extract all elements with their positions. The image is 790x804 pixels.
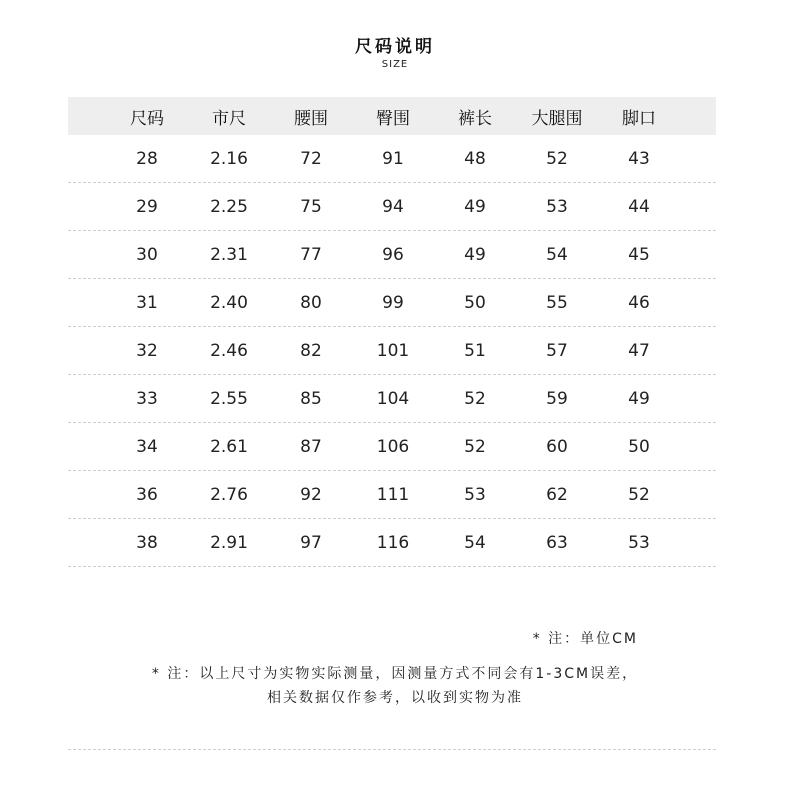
table-row: [68, 471, 716, 519]
table-cell: 53: [628, 532, 650, 553]
table-cell: 111: [376, 484, 410, 505]
table-cell: 43: [628, 148, 650, 169]
table-cell: 2.16: [210, 148, 248, 169]
table-cell: 2.55: [210, 388, 248, 409]
unit-note: * 注：单位CM: [532, 631, 638, 647]
table-cell: 85: [300, 388, 322, 409]
table-cell: 96: [382, 244, 404, 265]
table-cell: 116: [376, 532, 410, 553]
table-cell: 45: [628, 244, 650, 265]
table-cell: 50: [464, 292, 486, 313]
table-cell: 2.46: [210, 340, 248, 361]
table-cell: 92: [300, 484, 322, 505]
table-cell: 77: [300, 244, 322, 265]
bottom-divider: [68, 749, 716, 750]
size-table: [68, 97, 716, 567]
table-cell: 29: [136, 196, 158, 217]
table-cell: 47: [628, 340, 650, 361]
table-cell: 2.31: [210, 244, 248, 265]
table-cell: 46: [628, 292, 650, 313]
table-cell: 54: [546, 244, 568, 265]
table-cell: 28: [136, 148, 158, 169]
header-hem: 脚口: [622, 108, 656, 129]
table-cell: 106: [376, 436, 410, 457]
table-cell: 34: [136, 436, 158, 457]
table-cell: 54: [464, 532, 486, 553]
page-title: 尺码说明: [355, 37, 435, 57]
table-cell: 60: [546, 436, 568, 457]
page-subtitle: SIZE: [381, 59, 409, 70]
header-shichi: 市尺: [212, 108, 246, 129]
table-cell: 2.76: [210, 484, 248, 505]
table-cell: 52: [628, 484, 650, 505]
table-cell: 2.40: [210, 292, 248, 313]
table-cell: 97: [300, 532, 322, 553]
table-cell: 31: [136, 292, 158, 313]
header-length: 裤长: [458, 108, 492, 129]
table-cell: 87: [300, 436, 322, 457]
table-row: [68, 135, 716, 183]
table-cell: 104: [376, 388, 410, 409]
table-cell: 52: [464, 436, 486, 457]
table-cell: 36: [136, 484, 158, 505]
table-cell: 50: [628, 436, 650, 457]
table-row: [68, 423, 716, 471]
table-cell: 57: [546, 340, 568, 361]
table-cell: 63: [546, 532, 568, 553]
table-cell: 44: [628, 196, 650, 217]
table-cell: 30: [136, 244, 158, 265]
table-cell: 53: [464, 484, 486, 505]
measurement-note-line1: * 注：以上尺寸为实物实际测量，因测量方式不同会有1-3CM误差，: [151, 666, 639, 682]
table-cell: 32: [136, 340, 158, 361]
table-cell: 33: [136, 388, 158, 409]
table-cell: 55: [546, 292, 568, 313]
header-size: 尺码: [130, 108, 164, 129]
header-waist: 腰围: [294, 108, 328, 129]
table-row: [68, 375, 716, 423]
table-row: [68, 279, 716, 327]
table-cell: 38: [136, 532, 158, 553]
table-header: [68, 97, 716, 135]
measurement-note-line2: 相关数据仅作参考，以收到实物为准: [267, 690, 523, 706]
table-cell: 91: [382, 148, 404, 169]
header-thigh: 大腿围: [531, 108, 583, 129]
table-cell: 99: [382, 292, 404, 313]
table-cell: 94: [382, 196, 404, 217]
table-cell: 2.61: [210, 436, 248, 457]
table-cell: 101: [376, 340, 410, 361]
table-cell: 2.91: [210, 532, 248, 553]
table-cell: 59: [546, 388, 568, 409]
table-row: [68, 519, 716, 567]
table-row: [68, 327, 716, 375]
table-cell: 53: [546, 196, 568, 217]
table-cell: 48: [464, 148, 486, 169]
table-cell: 82: [300, 340, 322, 361]
table-cell: 49: [628, 388, 650, 409]
table-cell: 52: [464, 388, 486, 409]
table-cell: 62: [546, 484, 568, 505]
table-cell: 75: [300, 196, 322, 217]
table-cell: 52: [546, 148, 568, 169]
table-cell: 49: [464, 244, 486, 265]
table-cell: 51: [464, 340, 486, 361]
table-cell: 2.25: [210, 196, 248, 217]
table-cell: 72: [300, 148, 322, 169]
header-hip: 臀围: [376, 108, 410, 129]
table-row: [68, 183, 716, 231]
table-row: [68, 231, 716, 279]
table-cell: 49: [464, 196, 486, 217]
table-cell: 80: [300, 292, 322, 313]
